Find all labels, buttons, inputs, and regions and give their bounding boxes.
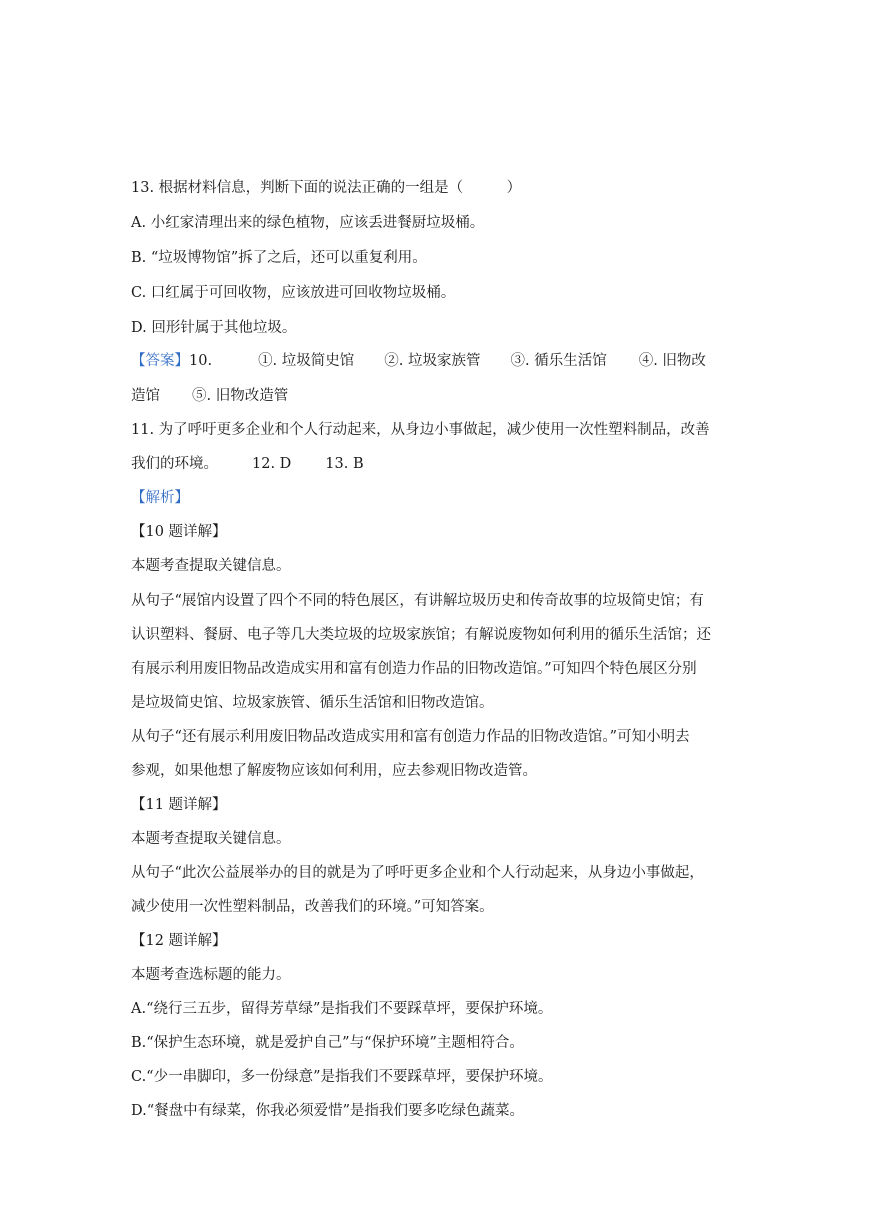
analysis-11-intro: 本题考查提取关键信息。 xyxy=(131,831,291,847)
analysis-tag: 【解析】 xyxy=(131,490,189,506)
analysis-11-line: 减少使用一次性塑料制品，改善我们的环境。”可知答案。 xyxy=(131,899,494,915)
analysis-12-option-c: C.“少一串脚印，多一份绿意”是指我们不要踩草坪，要保护环境。 xyxy=(131,1069,553,1085)
question-13-option-c: C. 口红属于可回收物，应该放进可回收物垃圾桶。 xyxy=(131,285,456,301)
analysis-10-line: 参观，如果他想了解废物应该如何利用，应去参观旧物改造管。 xyxy=(131,763,537,779)
analysis-10-line: 有展示利用废旧物品改造成实用和富有创造力作品的旧物改造馆。”可知四个特色展区分别 xyxy=(131,661,697,677)
answer-q10-cont-a: 造馆 xyxy=(131,388,160,404)
question-13-option-b: B. “垃圾博物馆”拆了之后，还可以重复利用。 xyxy=(131,250,427,266)
answer-tag: 【答案】 xyxy=(131,353,189,369)
answer-q10-item: ③. 循乐生活馆 xyxy=(510,353,607,369)
answer-line-q10 xyxy=(131,351,706,371)
analysis-10-heading: 【10 题详解】 xyxy=(131,524,227,540)
answer-q11-line-2: 我们的环境。 xyxy=(131,456,218,472)
answer-q10-item: ①. 垃圾简史馆 xyxy=(258,353,355,369)
answer-q13: 13. B xyxy=(325,456,364,472)
answer-line-q10-cont xyxy=(131,386,288,406)
analysis-12-option-d: D.“餐盘中有绿菜，你我必须爱惜”是指我们要多吃绿色蔬菜。 xyxy=(131,1103,525,1119)
answer-q12: 12. D xyxy=(252,456,292,472)
answer-q11-line-1: 11. 为了呼吁更多企业和个人行动起来，从身边小事做起，减少使用一次性塑料制品，改善 xyxy=(131,422,710,438)
analysis-12-option-a: A.“绕行三五步，留得芳草绿”是指我们不要踩草坪，要保护环境。 xyxy=(131,1001,553,1017)
answer-line-q11-q13 xyxy=(131,454,364,474)
analysis-12-option-b: B.“保护生态环境，就是爱护自己”与“保护环境”主题相符合。 xyxy=(131,1035,524,1051)
analysis-11-line: 从句子“此次公益展举办的目的就是为了呼吁更多企业和个人行动起来，从身边小事做起， xyxy=(131,865,704,881)
question-13-option-a: A. 小红家清理出来的绿色植物，应该丢进餐厨垃圾桶。 xyxy=(131,215,485,231)
analysis-10-line: 从句子“展馆内设置了四个不同的特色展区，有讲解垃圾历史和传奇故事的垃圾简史馆；有 xyxy=(131,593,704,609)
question-13-option-d: D. 回形针属于其他垃圾。 xyxy=(131,320,297,336)
analysis-11-heading: 【11 题详解】 xyxy=(131,797,227,813)
analysis-10-line: 是垃圾简史馆、垃圾家族管、循乐生活馆和旧物改造馆。 xyxy=(131,695,494,711)
analysis-12-intro: 本题考查选标题的能力。 xyxy=(131,967,291,983)
analysis-10-intro: 本题考查提取关键信息。 xyxy=(131,558,291,574)
analysis-10-line: 从句子“还有展示利用废旧物品改造成实用和富有创造力作品的旧物改造馆。”可知小明去 xyxy=(131,729,690,745)
analysis-10-line: 认识塑料、餐厨、电子等几大类垃圾的垃圾家族馆；有解说废物如何利用的循乐生活馆；还 xyxy=(131,627,711,643)
answer-q10-prefix: 10. xyxy=(189,353,213,369)
question-13-stem: 13. 根据材料信息，判断下面的说法正确的一组是（ ） xyxy=(131,180,522,196)
answer-q10-item-5: ⑤. 旧物改造管 xyxy=(192,388,289,404)
analysis-12-heading: 【12 题详解】 xyxy=(131,933,227,949)
answer-q10-item: ②. 垃圾家族管 xyxy=(384,353,481,369)
answer-q10-item: ④. 旧物改 xyxy=(638,353,706,369)
